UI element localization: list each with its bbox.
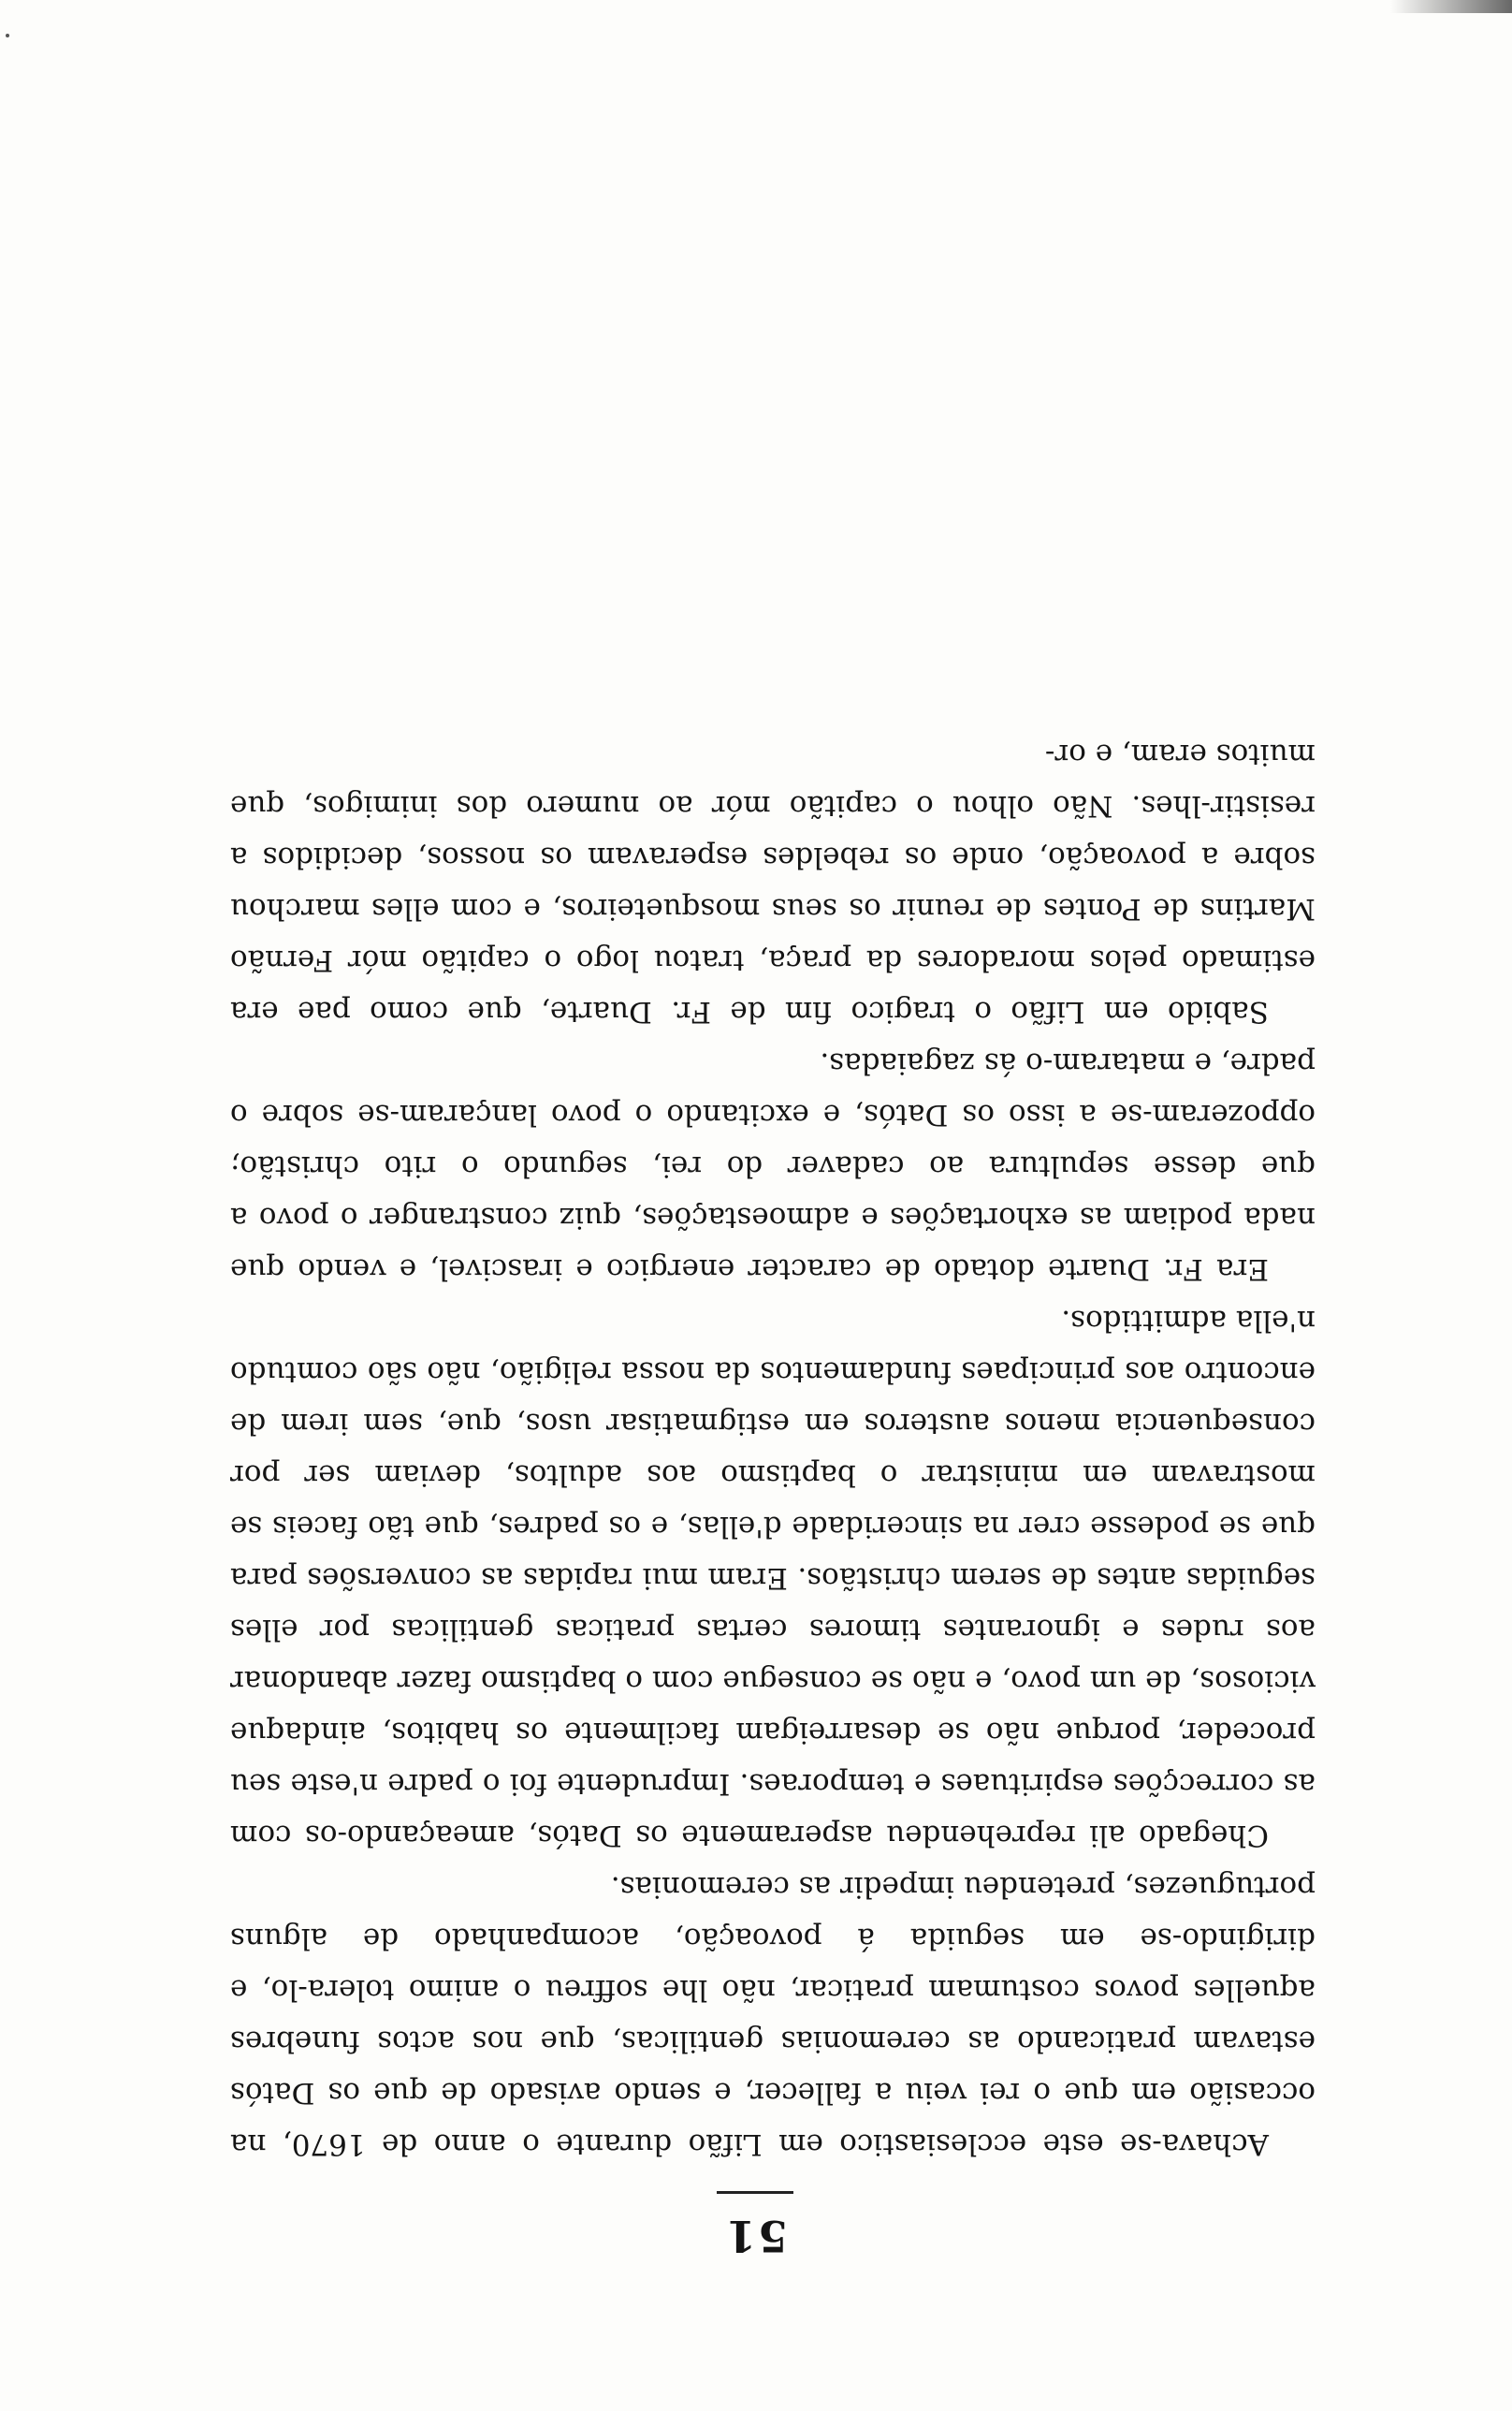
paragraph: Sabido em Lifão o tragico fim de Fr. Duarte, que como pae era estimado pelos moradores da praça, tratou logo o capitão mór Fernão Martins de Pontes de reunir os seus mosqueteiros, e com elles marchou sobre a povoação, onde os rebeldes esperavam os nossos, decididos a resistir-lhes. Não olhou o capitão mór ao numero dos inimigos, que muitos eram, e or- — [230, 738, 1316, 1029]
header-rule — [717, 2191, 793, 2194]
paragraph: Era Fr. Duarte dotado de caracter energico e irascivel, e vendo que nada podiam as exhortações e admoestações, quiz constranger o povo a que desse sepultura ao cadaver do rei, segundo o rito christão; oppozeram-se a isso os Datós, e excitando o povo lançaram-se sobre o padre, e mataram-o ás zagaiadas. — [230, 1046, 1316, 1286]
paragraph: Achava-se este ecclesiastico em Lifão durante o anno de 1670, na occasião em que o rei veiu a fallecer, e sendo avisado de que os Datós estavam praticando as ceremonias gentilicas, que nos actos funebres aquelles povos costumam praticar, não lhe soffreu o animo tolera-lo, e dirigindo-se em seguida á povoação, acompanhado de alguns portuguezes, pretendeu impedir as ceremonias. — [230, 1870, 1316, 2161]
scan-edge-mark — [1390, 0, 1512, 13]
scan-dust-dot — [6, 34, 9, 37]
paragraph: Chegado ali reprehendeu asperamente os Datós, ameaçando-os com as correcções espirituaes e temporaes. Imprudente foi o padre n'este seu proceder, porque não se desarreigam facilmente os habitos, aindaque viciosos, de um povo, e não se consegue com o baptismo fazer abandonar aos rudes e ignorantes timores certas praticas gentilicas por elles seguidas antes de serem christãos. Eram mui rapidas as conversões para que se podesse crer na sinceridade d'ellas, e os padres, que tão faceis se mostravam em ministrar o baptismo aos adultos, deviam ser por consequencia menos austeros em estigmatisar usos, que, sem irem de encontro aos principaes fundamentos da nossa religião, não são comtudo n'ella admittidos. — [230, 1304, 1316, 1852]
page-number: 51 — [724, 2211, 789, 2261]
body-text — [230, 728, 1316, 2170]
